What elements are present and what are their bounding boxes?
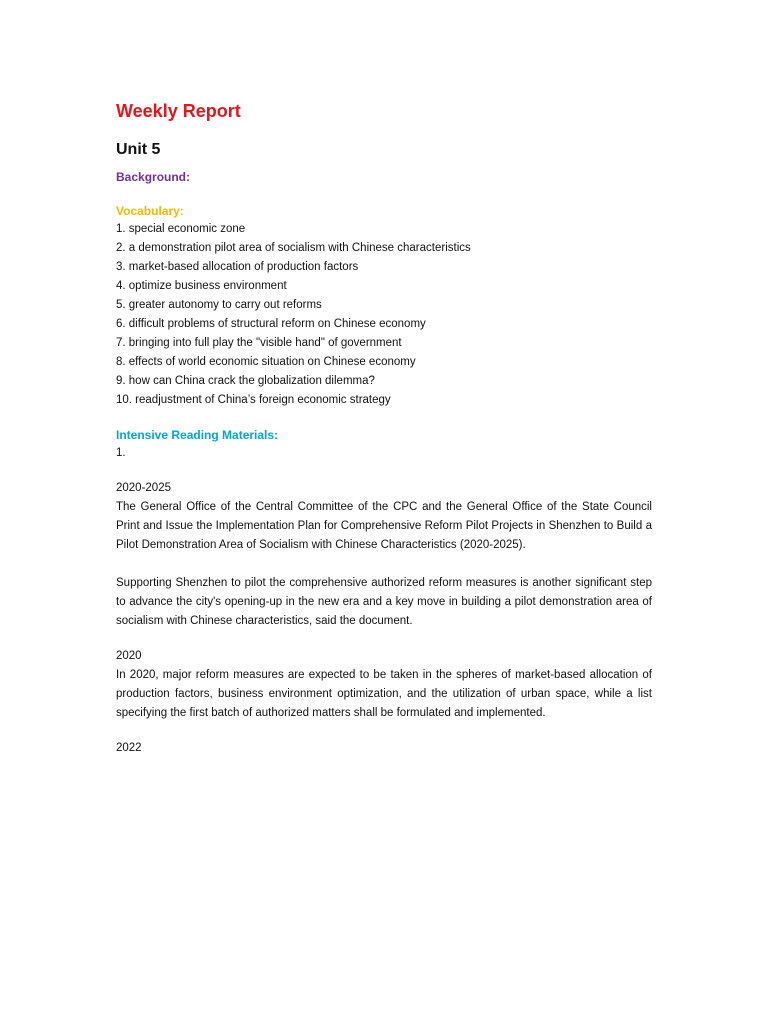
background-heading: Background: [116, 170, 191, 184]
vocab-item: 10. readjustment of China’s foreign economic strategy [116, 394, 391, 406]
intensive-reading-heading: Intensive Reading Materials: [116, 428, 279, 442]
unit-heading: Unit 5 [116, 141, 161, 158]
document-page [116, 98, 652, 758]
vocab-item: 1. special economic zone [116, 223, 246, 235]
report-title: Weekly Report [116, 101, 241, 121]
vocab-item: 5. greater autonomy to carry out reforms [116, 299, 322, 311]
vocab-item: 8. effects of world economic situation on Chinese economy [116, 356, 416, 368]
vocabulary-list [116, 220, 652, 410]
vocab-item: 7. bringing into full play the "visible hand" of government [116, 337, 402, 349]
vocab-item: 4. optimize business environment [116, 280, 287, 292]
vocab-item: 3. market-based allocation of production factors [116, 261, 359, 273]
vocab-item: 6. difficult problems of structural reform on Chinese economy [116, 318, 426, 330]
reading-item-1: 1. [116, 447, 126, 459]
paragraph-en-2: Supporting Shenzhen to pilot the comprehensive authorized reform measures is another significant step to advance the city's opening-up in the new era and a key move in building a pilot demonstration area of socialism with Chinese characteristics, said the document. [116, 577, 652, 627]
year-2020: 2020 [116, 650, 142, 662]
vocab-item: 2. a demonstration pilot area of socialism with Chinese characteristics [116, 242, 471, 254]
plan-years: 2020-2025 [116, 482, 171, 494]
vocab-item: 9. how can China crack the globalization dilemma? [116, 375, 375, 387]
vocabulary-heading: Vocabulary: [116, 204, 184, 218]
paragraph-en-3: In 2020, major reform measures are expected to be taken in the spheres of market-based allocation of production factors, business environment optimization, and the utilization of urban space, while a list specifying the first batch of authorized matters shall be formulated and implemented. [116, 669, 652, 719]
paragraph-en-1: The General Office of the Central Committee of the CPC and the General Office of the State Council Print and Issue the Implementation Plan for Comprehensive Reform Pilot Projects in Shenzhen to Build a Pilot Demonstration Area of Socialism with Chinese Characteristics (2020-2025). [116, 501, 652, 551]
year-2022: 2022 [116, 742, 142, 754]
